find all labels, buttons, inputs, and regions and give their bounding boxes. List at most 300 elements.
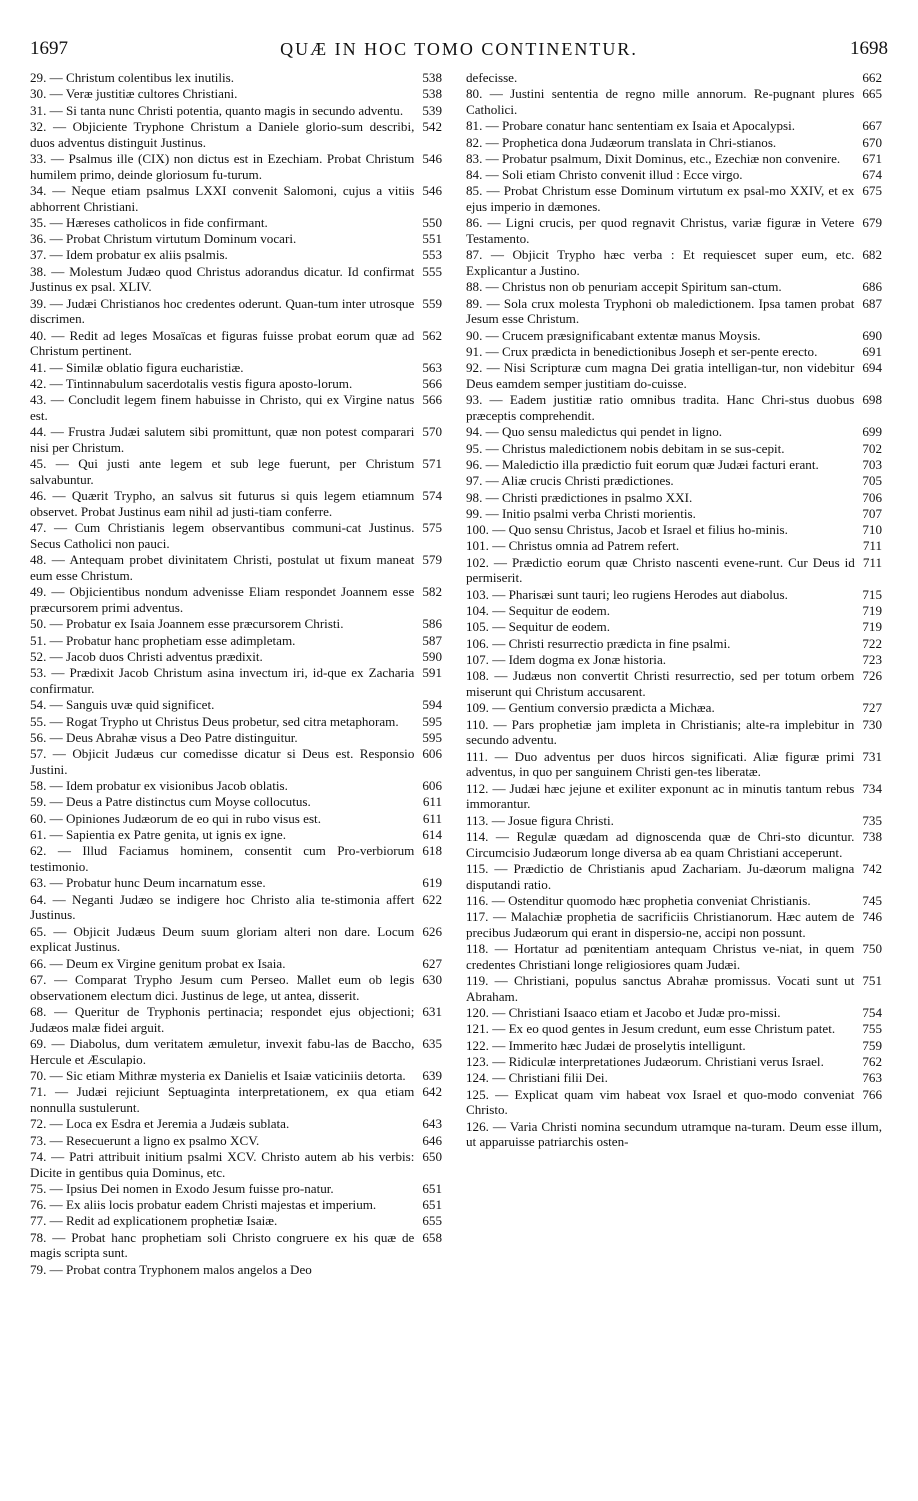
entry-text: Comparat Trypho Jesum cum Perseo. Mallet eum ob legis observationem electum dici. Justinus de lege, ut antea, disserit. [30,971,415,1003]
entry-number: 36. [30,231,47,247]
entry-number: 109. [466,700,489,716]
entry-page-number: 635 [422,1035,442,1051]
entry-page-number: 590 [422,648,442,664]
entry-page-number: 658 [422,1229,442,1245]
entry-page-number: 705 [862,473,882,489]
entry-text: Maledictio illa prædictio fuit eorum quæ Judæi facturi erant. [502,456,819,472]
toc-entry: 570 44. — Frustra Judæi salutem sibi promittunt, quæ non potest comparari nisi per Christum. [30,424,442,456]
toc-entry: 566 43. — Concludit legem finem habuisse in Christo, qui ex Virgine natus est. [30,392,442,424]
entry-number: 55. [30,713,47,729]
entry-number: 77. [30,1213,47,1229]
entry-number: 59. [30,794,47,810]
entry-text: Prædixit Jacob Christum asina invectum iri, id-que ex Zacharia confirmatur. [30,665,415,696]
toc-entry: 746 117. — Malachiæ prophetia de sacrificiis Christianorum. Hæc autem de precibus Judæorum qui erant in dispersio-ne, accipi non possunt. [466,909,882,940]
entry-text: Objiciente Tryphone Christum a Daniele glorio-sum describi, duos adventus distinguit Justinus. [30,118,415,150]
entry-page-number: 646 [422,1132,442,1148]
entry-page-number: 606 [422,778,442,794]
entry-text: Patri attribuit initium psalmi XCV. Christo autem ab his verbis: Dicite in gentibus quia Dominus, etc. [30,1148,415,1180]
entry-number: 37. [30,247,47,263]
entry-text: Objicientibus nondum advenisse Eliam respondet Joannem esse præcursorem primi adventus. [30,584,415,616]
toc-entry: 745 116. — Ostenditur quomodo hæc prophetia conveniat Christianis. [466,892,882,908]
entry-text: Psalmus ille (CIX) non dictus est in Ezechiam. Probat Christum humilem primo, deinde gloriosum fu-turum. [30,150,415,182]
entry-number: 118. [466,941,489,957]
entry-text: Christus non ob penuriam accepit Spiritum san-ctum. [502,279,782,295]
entry-number: 93. [466,392,483,408]
entry-number: 64. [30,891,47,907]
toc-entry: 738 114. — Regulæ quædam ad dignoscenda quæ de Chri-sto dicuntur. Circumcisio Judæorum longe diversa ab ea quam Christiani acceperunt. [466,828,882,860]
entry-text: Christi prædictiones in psalmo XXI. [502,489,693,505]
entry-number: 82. [466,134,483,150]
entry-page-number: 594 [422,697,442,713]
entry-page-number: 586 [422,616,442,632]
entry-number: 105. [466,619,489,635]
entry-page-number: 711 [862,554,882,570]
entry-number: 84. [466,167,483,183]
toc-entry: 727 109. — Gentium conversio prædicta a Michæa. [466,700,882,716]
entry-page-number: 651 [422,1180,442,1196]
entry-page-number: 606 [422,746,442,762]
entry-page-number: 694 [862,360,882,376]
entry-number: 42. [30,376,47,392]
entry-number: 85. [466,183,483,199]
entry-text: Ridiculæ interpretationes Judæorum. Christiani verus Israel. [508,1054,824,1070]
entry-number: 116. [466,892,489,908]
entry-text: Regulæ quædam ad dignoscenda quæ de Chri-sto dicuntur. Circumcisio Judæorum longe diversa ab ea quam Christiani acceperunt. [466,828,855,860]
entry-page-number: 611 [422,810,442,826]
toc-entry: 707 99. — Initio psalmi verba Christi morientis. [466,505,882,521]
entry-number: 30. [30,86,47,102]
entry-number: 114. [466,828,489,844]
toc-entry: 682 87. — Objicit Trypho hæc verba : Et requiescet super eum, etc. Explicantur a Justino. [466,247,882,279]
entry-page-number: 723 [862,651,882,667]
toc-entry: 734 112. — Judæi hæc jejune et exiliter exponunt ac in minutis tantum rebus immorantur. [466,780,882,812]
entry-text: Duo adventus per duos hircos significati. Aliæ figuræ primi adventus, in quo per sanguinem Christi gen-tes liberatæ. [466,748,855,780]
entry-text: Christiani, populus sanctus Abrahæ promissus. Vocati sunt ut Abraham. [466,973,855,1004]
toc-entry: 715 103. — Pharisæi sunt tauri; leo rugiens Herodes aut diabolus. [466,586,882,602]
entry-page-number: 754 [862,1005,882,1021]
entry-number: 119. [466,973,489,989]
entry-number: 100. [466,522,489,538]
entry-number: 112. [466,780,489,796]
entry-page-number: 650 [422,1148,442,1164]
entry-text: Tintinnabulum sacerdotalis vestis figura aposto-lorum. [65,376,353,392]
entry-text: Josue figura Christi. [508,812,614,828]
entry-page-number: 726 [862,668,882,684]
entry-page-number: 566 [422,376,442,392]
entry-number: 75. [30,1180,47,1196]
toc-entry: 126. — Varia Christi nomina secundum utramque na-turam. Deum esse illum, ut apparuisse patriarchis osten- [466,1118,882,1150]
entry-number: 32. [30,118,47,134]
entry-page-number: 698 [862,392,882,408]
entry-page-number: 691 [862,344,882,360]
entry-number: 106. [466,635,489,651]
entry-number: 113. [466,812,489,828]
entry-number: 78. [30,1229,47,1245]
entry-page-number: 622 [422,891,442,907]
entry-page-number: 686 [862,279,882,295]
toc-entry: 587 51. — Probatur hanc prophetiam esse adimpletam. [30,632,442,648]
toc-entry: 694 92. — Nisi Scripturæ cum magna Dei gratia intelligan-tur, non videbitur Deus eamdem semper justitiam do-cuisse. [466,360,882,392]
entry-page-number: 551 [422,231,442,247]
toc-entry: 562 40. — Redit ad leges Mosaïcas et figuras fuisse probat eorum quæ ad Christum pertinent. [30,327,442,359]
left-column [30,70,442,1495]
entry-page-number: 750 [862,941,882,957]
entry-page-number: 679 [862,215,882,231]
entry-text: Resecuerunt a ligno ex psalmo XCV. [66,1132,260,1148]
toc-entry: 555 38. — Molestum Judæo quod Christus adorandus dicatur. Id confirmat Justinus ex psal. XLIV. [30,263,442,295]
entry-page-number: 538 [422,86,442,102]
entry-number: 102. [466,554,489,570]
entry-number: 107. [466,651,489,667]
toc-entry: 698 93. — Eadem justitiæ ratio omnibus tradita. Hanc Chri-stus duobus præceptis comprehendit. [466,392,882,424]
toc-entry: 630 67. — Comparat Trypho Jesum cum Perseo. Mallet eum ob legis observationem electum dici. Justinus de lege, ut antea, disserit. [30,971,442,1003]
entry-text: Crucem præsignificabant extentæ manus Moysis. [502,327,761,343]
entry-text: Molestum Judæo quod Christus adorandus dicatur. Id confirmat Justinus ex psal. XLIV. [30,263,415,295]
entry-number: 99. [466,505,483,521]
entry-number: 124. [466,1070,489,1086]
entry-text: defecisse. [466,70,518,85]
entry-page-number: 766 [862,1086,882,1102]
entry-number: 50. [30,616,47,632]
entry-number: 67. [30,971,47,987]
entry-text: Similæ oblatio figura eucharistiæ. [66,359,244,375]
toc-entry: 691 91. — Crux prædicta in benedictionibus Joseph et ser-pente erecto. [466,344,882,360]
entry-number: 83. [466,150,483,166]
toc-entry: 590 52. — Jacob duos Christi adventus prædixit. [30,648,442,664]
entry-text: Justini sententia de regno mille annorum. Re-pugnant plures Catholici. [466,86,855,117]
entry-page-number: 702 [862,440,882,456]
toc-entry: 667 81. — Probare conatur hanc sententiam ex Isaia et Apocalypsi. [466,118,882,134]
entry-number: 76. [30,1197,47,1213]
entry-text: Probatur ex Isaia Joannem esse præcursorem Christi. [66,616,344,632]
entry-page-number: 587 [422,632,442,648]
toc-entry: 631 68. — Queritur de Tryphonis pertinacia; respondet ejus objectioni; Judæos malæ fidei arguit. [30,1003,442,1035]
entry-page-number: 591 [422,665,442,681]
toc-entry: 575 47. — Cum Christianis legem observantibus communi-cat Justinus. Secus Catholici non pauci. [30,520,442,552]
entry-text: Concludit legem finem habuisse in Christo, qui ex Virgine natus est. [30,392,415,424]
toc-entry: 595 56. — Deus Abrahæ visus a Deo Patre distinguitur. [30,729,442,745]
entry-number: 90. [466,327,483,343]
entry-number: 61. [30,827,47,843]
toc-entry: 703 96. — Maledictio illa prædictio fuit eorum quæ Judæi facturi erant. [466,456,882,472]
entry-text: Pars prophetiæ jam impleta in Christianis; alte-ra implebitur in secundo adventu. [466,716,855,748]
entry-number: 58. [30,778,47,794]
entry-page-number: 575 [422,520,442,536]
entry-text: Judæi hæc jejune et exiliter exponunt ac in minutis tantum rebus immorantur. [466,780,855,812]
entry-text: Redit ad leges Mosaïcas et figuras fuisse probat eorum quæ ad Christum pertinent. [30,327,415,359]
entry-page-number: 627 [422,955,442,971]
entry-text: Sequitur de eodem. [508,619,611,635]
toc-entry: 759 122. — Immerito hæc Judæi de proselytis intelligunt. [466,1037,882,1053]
entry-number: 103. [466,586,489,602]
entry-number: 38. [30,263,47,279]
toc-entry: 553 37. — Idem probatur ex aliis psalmis. [30,247,442,263]
entry-page-number: 555 [422,263,442,279]
toc-entry: 79. — Probat contra Tryphonem malos angelos a Deo [30,1261,312,1277]
entry-number: 47. [30,520,47,536]
entry-text: Objicit Judæus Deum suum gloriam alteri non dare. Locum explicat Justinus. [30,923,415,955]
entry-text: Probat contra Tryphonem malos angelos a Deo [66,1261,312,1277]
entry-page-number: 731 [862,748,882,764]
entry-page-number: 542 [422,118,442,134]
entry-text: Gentium conversio prædicta a Michæa. [508,700,715,716]
entry-number: 44. [30,424,47,440]
entry-number: 65. [30,923,47,939]
page-number-right: 1698 [850,38,888,59]
entry-text: Quo sensu maledictus qui pendet in ligno. [502,424,723,440]
entry-text: Probat hanc prophetiam soli Christo congruere ex his quæ de magis scripta sunt. [30,1229,415,1261]
toc-entry: 546 33. — Psalmus ille (CIX) non dictus est in Ezechiam. Probat Christum humilem primo, deinde gloriosum fu-turum. [30,150,442,182]
entry-text: Ex aliis locis probatur eadem Christi majestas et imperium. [66,1197,377,1213]
entry-text: Immerito hæc Judæi de proselytis intelligunt. [508,1037,746,1053]
entry-page-number: 742 [862,860,882,876]
entry-number: 86. [466,215,483,231]
toc-entry: 690 90. — Crucem præsignificabant extentæ manus Moysis. [466,327,882,343]
entry-text: Ex eo quod gentes in Jesum credunt, eum esse Christum patet. [508,1021,836,1037]
entry-text: Sapientia ex Patre genita, ut ignis ex igne. [66,827,287,843]
page-number-left: 1697 [30,38,68,59]
entry-page-number: 675 [862,183,882,199]
running-title: QUÆ IN HOC TOMO CONTINENTUR. [280,39,638,59]
entry-number: 87. [466,247,483,263]
entry-text: Cum Christianis legem observantibus communi-cat Justinus. Secus Catholici non pauci. [30,520,415,552]
entry-number: 91. [466,344,483,360]
entry-text: Opiniones Judæorum de eo qui in rubo visus est. [66,810,321,826]
toc-entry: 723 107. — Idem dogma ex Jonæ historia. [466,651,882,667]
entry-text: Judæi rejiciunt Septuaginta interpretationem, ex qua etiam nonnulla sustulerunt. [30,1084,415,1115]
entry-number: 123. [466,1054,489,1070]
entry-page-number: 574 [422,488,442,504]
toc-entry: 705 97. — Aliæ crucis Christi prædictiones. [466,473,882,489]
toc-entry: 542 32. — Objiciente Tryphone Christum a Daniele glorio-sum describi, duos adventus distinguit Justinus. [30,118,442,150]
toc-entry: 586 50. — Probatur ex Isaia Joannem esse præcursorem Christi. [30,616,442,632]
toc-entry: 719 104. — Sequitur de eodem. [466,603,882,619]
entry-text: Loca ex Esdra et Jeremia a Judæis sublata. [66,1116,290,1132]
entry-page-number: 550 [422,214,442,230]
toc-entry: 627 66. — Deum ex Virgine genitum probat ex Isaia. [30,955,442,971]
entry-number: 66. [30,955,47,971]
entry-page-number: 619 [422,875,442,891]
entry-text: Eadem justitiæ ratio omnibus tradita. Hanc Chri-stus duobus præceptis comprehendit. [466,392,855,424]
entry-number: 70. [30,1067,47,1083]
entry-page-number: 631 [422,1003,442,1019]
entry-number: 33. [30,150,47,166]
entry-page-number: 642 [422,1084,442,1100]
toc-entry: 762 123. — Ridiculæ interpretationes Judæorum. Christiani verus Israel. [466,1054,882,1070]
entry-number: 62. [30,843,47,859]
entry-text: Deus Abrahæ visus a Deo Patre distinguitur. [66,729,298,745]
entry-number: 39. [30,295,47,311]
toc-entry: 619 63. — Probatur hunc Deum incarnatum esse. [30,875,442,891]
entry-page-number: 719 [862,619,882,635]
entry-text: Si tanta nunc Christi potentia, quanto magis in secundo adventu. [66,102,404,118]
entry-number: 74. [30,1148,47,1164]
entry-page-number: 710 [862,522,882,538]
entry-text: Judæi Christianos hoc credentes oderunt. Quan-tum inter utrosque discrimen. [30,295,415,327]
toc-entry: 735 113. — Josue figura Christi. [466,812,882,828]
right-column [466,70,882,1495]
entry-page-number: 699 [862,424,882,440]
toc-entry: 679 86. — Ligni crucis, per quod regnavit Christus, variæ figuræ in Vetere Testamento. [466,215,882,247]
entry-text: Aliæ crucis Christi prædictiones. [501,473,674,489]
entry-number: 125. [466,1086,489,1102]
entry-page-number: 682 [862,247,882,263]
entry-page-number: 538 [422,70,442,85]
entry-number: 46. [30,488,47,504]
entry-text: Probatur psalmum, Dixit Dominus, etc., Ezechiæ non convenire. [502,150,841,166]
entry-page-number: 643 [422,1116,442,1132]
toc-entry: 726 108. — Judæus non convertit Christi resurrectio, sed per totum orbem miserunt qui Christum accusarent. [466,668,882,699]
entry-page-number: 662 [862,70,882,85]
entry-text: Ipsius Dei nomen in Exodo Jesum fuisse pro-natur. [66,1180,334,1196]
entry-text: Christus omnia ad Patrem refert. [508,538,680,554]
entry-page-number: 665 [862,86,882,102]
entry-number: 81. [466,118,483,134]
toc-entry: 730 110. — Pars prophetiæ jam impleta in Christianis; alte-ra implebitur in secundo adventu. [466,716,882,748]
entry-text: Explicat quam vim habeat vox Israel et quo-modo conveniat Christo. [466,1086,855,1118]
toc-entry: 606 58. — Idem probatur ex visionibus Jacob oblatis. [30,778,442,794]
toc-entry: 594 54. — Sanguis uvæ quid significet. [30,697,442,713]
entry-page-number: 553 [422,247,442,263]
toc-entry: 699 94. — Quo sensu maledictus qui pendet in ligno. [466,424,882,440]
entry-number: 96. [466,456,483,472]
entry-page-number: 562 [422,327,442,343]
entry-number: 63. [30,875,47,891]
entry-text: Varia Christi nomina secundum utramque na-turam. Deum esse illum, ut apparuisse patriarchis osten- [466,1118,882,1150]
entry-text: Probat Christum virtutum Dominum vocari. [66,231,297,247]
entry-page-number: 595 [422,729,442,745]
entry-page-number: 759 [862,1037,882,1053]
toc-entry [466,70,882,86]
entry-number: 49. [30,584,47,600]
toc-entry: 650 74. — Patri attribuit initium psalmi XCV. Christo autem ab his verbis: Dicite in gentibus quia Dominus, etc. [30,1148,442,1180]
entry-text: Prophetica dona Judæorum translata in Chri-stianos. [502,134,777,150]
page-header [0,38,918,64]
toc-entry: 750 118. — Hortatur ad pœnitentiam antequam Christus ve-niat, in quem credentes Christiani longe religiosiores quam Judæi. [466,941,882,972]
entry-number: 92. [466,360,483,376]
toc-entry: 670 82. — Prophetica dona Judæorum translata in Chri-stianos. [466,134,882,150]
toc-entry: 711 101. — Christus omnia ad Patrem refert. [466,538,882,554]
entry-page-number: 763 [862,1070,882,1086]
entry-text: Antequam probet divinitatem Christi, postulat ut fixum maneat eum esse Christum. [30,552,415,584]
toc-entry: 686 88. — Christus non ob penuriam accepit Spiritum san-ctum. [466,279,882,295]
entry-text: Hortatur ad pœnitentiam antequam Christus ve-niat, in quem credentes Christiani longe religiosiores quam Judæi. [466,941,855,972]
toc-entry: 646 73. — Resecuerunt a ligno ex psalmo XCV. [30,1132,442,1148]
toc-entry: 751 119. — Christiani, populus sanctus Abrahæ promissus. Vocati sunt ut Abraham. [466,973,882,1004]
entry-page-number: 667 [862,118,882,134]
toc-entry: 742 115. — Prædictio de Christianis apud Zachariam. Ju-dæorum maligna disputandi ratio. [466,860,882,892]
toc-entry: 574 46. — Quærit Trypho, an salvus sit futurus si quis legem etiamnum observet. Probat Justinus eam nihil ad justi-tiam conferre. [30,488,442,520]
toc-entry: 571 45. — Qui justi ante legem et sub lege fuerunt, per Christum salvabuntur. [30,456,442,488]
entry-number: 34. [30,182,47,198]
entry-text: Deus a Patre distinctus cum Moyse collocutus. [66,794,311,810]
entry-text: Christus maledictionem nobis debitam in se sus-cepit. [502,440,785,456]
entry-text: Nisi Scripturæ cum magna Dei gratia intelligan-tur, non videbitur Deus eamdem semper justitiam do-cuisse. [466,360,855,392]
entry-text: Probat Christum esse Dominum virtutum ex psal-mo XXIV, et ex ejus imperio in dæmones. [466,183,855,215]
entry-page-number: 727 [862,700,882,716]
entry-page-number: 670 [862,134,882,150]
entry-page-number: 595 [422,713,442,729]
entry-number: 56. [30,729,47,745]
entry-text: Soli etiam Christo convenit illud : Ecce virgo. [502,167,743,183]
entry-number: 121. [466,1021,489,1037]
toc-entry: 614 61. — Sapientia ex Patre genita, ut ignis ex igne. [30,827,442,843]
entry-page-number: 626 [422,923,442,939]
entry-page-number: 671 [862,150,882,166]
entry-text: Hæreses catholicos in fide confirmant. [66,214,268,230]
toc-entry: 639 70. — Sic etiam Mithræ mysteria ex Danielis et Isaiæ vaticiniis detorta. [30,1067,442,1083]
entry-number: 120. [466,1005,489,1021]
entry-page-number: 719 [862,603,882,619]
entry-text: Neque etiam psalmus LXXI convenit Salomoni, cujus a vitiis abhorrent Christiani. [30,182,415,214]
toc-entry: 591 53. — Prædixit Jacob Christum asina invectum iri, id-que ex Zacharia confirmatur. [30,665,442,696]
toc-entry: 618 62. — Illud Faciamus hominem, consentit cum Pro-verbiorum testimonio. [30,843,442,875]
toc-entry: 674 84. — Soli etiam Christo convenit illud : Ecce virgo. [466,167,882,183]
toc-entry: 711 102. — Prædictio eorum quæ Christo nascenti evene-runt. Cur Deus id permiserit. [466,554,882,586]
entry-number: 29. [30,70,47,85]
toc-entry: 606 57. — Objicit Judæus cur comedisse dicatur si Deus est. Responsio Justini. [30,746,442,777]
toc-entry: 665 80. — Justini sententia de regno mille annorum. Re-pugnant plures Catholici. [466,86,882,117]
entry-page-number: 707 [862,505,882,521]
toc-entry: 710 100. — Quo sensu Christus, Jacob et Israel et filius ho-minis. [466,522,882,538]
entry-page-number: 582 [422,584,442,600]
entry-text: Veræ justitiæ cultores Christiani. [65,86,238,102]
toc-entry: 731 111. — Duo adventus per duos hircos significati. Aliæ figuræ primi adventus, in quo per sanguinem Christi gen-tes liberatæ. [466,748,882,780]
entry-number: 43. [30,392,47,408]
entry-text: Initio psalmi verba Christi morientis. [502,505,696,521]
toc-entry: 655 77. — Redit ad explicationem prophetiæ Isaiæ. [30,1213,442,1229]
toc-entry: 643 72. — Loca ex Esdra et Jeremia a Judæis sublata. [30,1116,442,1132]
entry-text: Christi resurrectio prædicta in fine psalmi. [508,635,731,651]
toc-entry: 611 60. — Opiniones Judæorum de eo qui in rubo visus est. [30,810,442,826]
toc-entry: 702 95. — Christus maledictionem nobis debitam in se sus-cepit. [466,440,882,456]
entry-text: Christum colentibus lex inutilis. [66,70,235,85]
entry-text: Malachiæ prophetia de sacrificiis Christianorum. Hæc autem de precibus Judæorum qui erant in dispersio-ne, accipi non possunt. [466,909,855,940]
entry-number: 104. [466,603,489,619]
entry-number: 108. [466,668,489,684]
entry-page-number: 755 [862,1021,882,1037]
toc-entry: 722 106. — Christi resurrectio prædicta in fine psalmi. [466,635,882,651]
entry-number: 57. [30,746,47,762]
entry-number: 35. [30,214,47,230]
entry-text: Idem probatur ex visionibus Jacob oblatis. [66,778,288,794]
entry-page-number: 745 [862,892,882,908]
entry-number: 51. [30,632,47,648]
toc-entry: 611 59. — Deus a Patre distinctus cum Moyse collocutus. [30,794,442,810]
entry-number: 52. [30,648,47,664]
entry-text: Ligni crucis, per quod regnavit Christus, variæ figuræ in Vetere Testamento. [466,215,855,247]
entry-text: Sola crux molesta Tryphoni ob maledictionem. Ipsa tamen probat Jesum esse Christum. [466,295,855,327]
toc-entry: 622 64. — Neganti Judæo se indigere hoc Christo alia te-stimonia affert Justinus. [30,891,442,923]
entry-text: Objicit Trypho hæc verba : Et requiescet super eum, etc. Explicantur a Justino. [466,247,855,279]
toc-entry: 671 83. — Probatur psalmum, Dixit Dominus, etc., Ezechiæ non convenire. [466,150,882,166]
entry-text: Judæus non convertit Christi resurrectio, sed per totum orbem miserunt qui Christum accusarent. [466,668,855,699]
entry-page-number: 734 [862,780,882,796]
entry-number: 48. [30,552,47,568]
toc-entry: 763 124. — Christiani filii Dei. [466,1070,882,1086]
entry-text: Rogat Trypho ut Christus Deus probetur, sed citra metaphoram. [66,713,399,729]
toc-entry: 559 39. — Judæi Christianos hoc credentes oderunt. Quan-tum inter utrosque discrimen. [30,295,442,327]
entry-number: 79. [30,1261,47,1277]
entry-text: Prædictio de Christianis apud Zachariam. Ju-dæorum maligna disputandi ratio. [466,860,855,892]
entry-text: Queritur de Tryphonis pertinacia; respondet ejus objectioni; Judæos malæ fidei arguit. [30,1003,415,1035]
entry-page-number: 746 [862,909,882,925]
entry-number: 89. [466,295,483,311]
entry-number: 45. [30,456,47,472]
entry-number: 53. [30,665,47,681]
toc-entry: 651 76. — Ex aliis locis probatur eadem Christi majestas et imperium. [30,1197,442,1213]
toc-entry: 754 120. — Christiani Isaaco etiam et Jacobo et Judæ pro-missi. [466,1005,882,1021]
